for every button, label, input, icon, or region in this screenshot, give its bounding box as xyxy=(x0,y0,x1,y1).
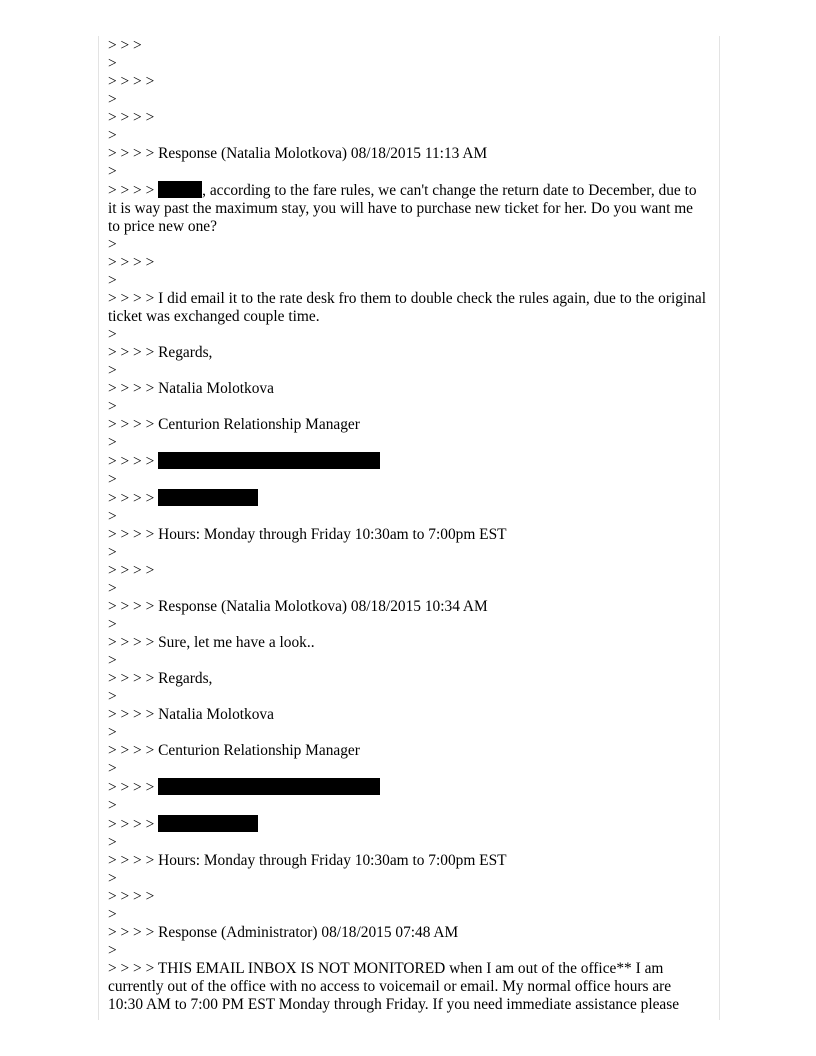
quote-line: > xyxy=(108,127,117,144)
quote-line: > xyxy=(108,434,117,451)
response-text: > > > > Sure, let me have a look.. xyxy=(108,634,315,651)
quote-line: > xyxy=(108,652,117,669)
quote-line: > xyxy=(108,544,117,561)
signature-contact: > > > > xyxy=(108,489,708,508)
quote-line: > > > > xyxy=(108,109,155,126)
quote-line: > xyxy=(108,326,117,343)
quote-line: > > > > xyxy=(108,562,155,579)
quote-line: > xyxy=(108,688,117,705)
quote-line: > xyxy=(108,362,117,379)
response-text: > > > > THIS EMAIL INBOX IS NOT MONITORED when I am out of the office** I am currently out of the office with no access to voicemail or email. My normal office hours are 10:30 AM to 7:00 PM EST Monday through Friday. If you need immediate assistance please xyxy=(108,960,680,1013)
signature-title: > > > > Centurion Relationship Manager xyxy=(108,742,360,759)
quote-line: > > > > xyxy=(108,254,155,271)
response-text: > > > > , according to the fare rules, we can't change the return date to December, due to it is way past the maximum stay, you will have to purchase new ticket for her. Do you want me to price new one? xyxy=(108,182,701,235)
quote-line: > xyxy=(108,760,117,777)
signature-contact: > > > > xyxy=(108,452,708,471)
redaction-block xyxy=(158,181,202,198)
quote-line: > xyxy=(108,724,117,741)
response-header: > > > > Response (Administrator) 08/18/2015 07:48 AM xyxy=(108,924,459,941)
quote-line: > > > xyxy=(108,37,142,54)
quote-line: > xyxy=(108,272,117,289)
quote-line: > xyxy=(108,580,117,597)
quote-line: > xyxy=(108,163,117,180)
quote-line: > xyxy=(108,55,117,72)
email-body xyxy=(108,37,708,1014)
quote-line: > xyxy=(108,870,117,887)
quote-line: > xyxy=(108,797,117,814)
quote-line: > xyxy=(108,616,117,633)
quote-line: > xyxy=(108,942,117,959)
quote-line: > > > > xyxy=(108,73,155,90)
signature-regards: > > > > Regards, xyxy=(108,670,213,687)
redaction-block xyxy=(158,489,258,506)
response-header: > > > > Response (Natalia Molotkova) 08/18/2015 11:13 AM xyxy=(108,145,488,162)
quote-line: > xyxy=(108,508,117,525)
quote-line: > xyxy=(108,834,117,851)
quote-line: > xyxy=(108,91,117,108)
quote-line: > > > > xyxy=(108,888,155,905)
response-header: > > > > Response (Natalia Molotkova) 08/18/2015 10:34 AM xyxy=(108,598,488,615)
quote-line: > xyxy=(108,398,117,415)
redaction-block xyxy=(158,778,380,795)
quote-line: > xyxy=(108,236,117,253)
redaction-block xyxy=(158,815,258,832)
signature-hours: > > > > Hours: Monday through Friday 10:30am to 7:00pm EST xyxy=(108,526,507,543)
redaction-block xyxy=(158,452,380,469)
signature-name: > > > > Natalia Molotkova xyxy=(108,706,274,723)
signature-regards: > > > > Regards, xyxy=(108,344,213,361)
signature-name: > > > > Natalia Molotkova xyxy=(108,380,274,397)
signature-hours: > > > > Hours: Monday through Friday 10:30am to 7:00pm EST xyxy=(108,852,507,869)
quote-line: > xyxy=(108,471,117,488)
response-text: > > > > I did email it to the rate desk fro them to double check the rules again, due to the original ticket was exchanged couple time. xyxy=(108,290,710,325)
quote-line: > xyxy=(108,906,117,923)
signature-contact: > > > > xyxy=(108,815,708,834)
signature-title: > > > > Centurion Relationship Manager xyxy=(108,416,360,433)
signature-contact: > > > > xyxy=(108,778,708,797)
